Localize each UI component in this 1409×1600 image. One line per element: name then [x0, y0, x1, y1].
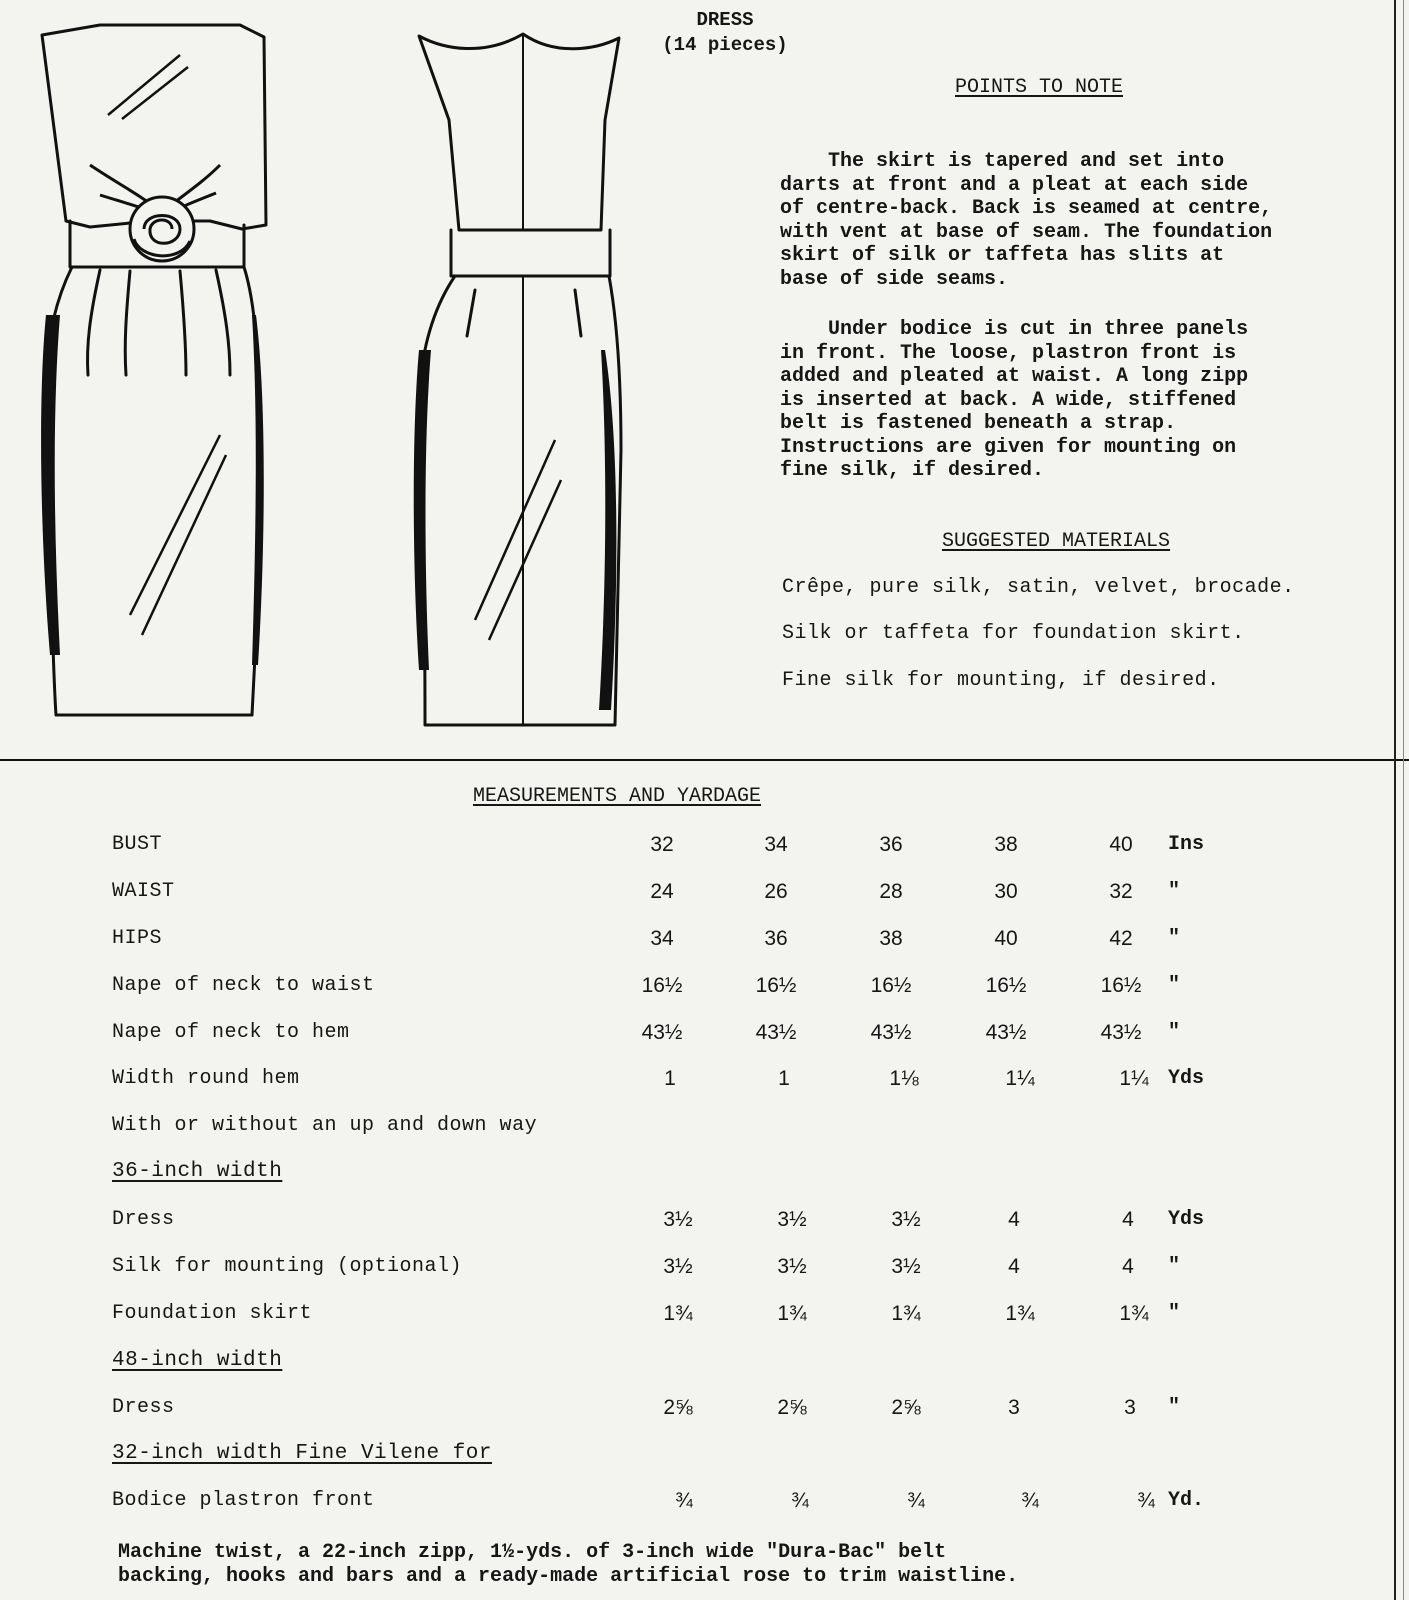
- row-label: Width round hem: [112, 1067, 300, 1090]
- size-value: 38: [994, 833, 1018, 856]
- size-value: 3½: [777, 1208, 807, 1231]
- size-value: 1¾: [663, 1302, 693, 1325]
- size-value: ¾: [791, 1489, 809, 1512]
- size-value: 3½: [891, 1255, 921, 1278]
- page-border: [1394, 0, 1396, 1600]
- unit: ": [1168, 974, 1181, 997]
- size-value: 1¾: [891, 1302, 921, 1325]
- row-label: Dress: [112, 1396, 175, 1419]
- size-value: 2⅝: [777, 1396, 807, 1419]
- size-value: 40: [1109, 833, 1133, 856]
- size-value: 1¾: [1119, 1302, 1149, 1325]
- rose-icon: [130, 197, 194, 261]
- size-value: 4: [1008, 1208, 1020, 1231]
- size-value: 36: [764, 927, 788, 950]
- size-value: 1: [778, 1067, 790, 1090]
- size-value: 32: [1109, 880, 1133, 903]
- material-item: Crêpe, pure silk, satin, velvet, brocade.: [782, 576, 1295, 599]
- size-value: 40: [994, 927, 1018, 950]
- points-to-note-paragraph-1: The skirt is tapered and set into darts at front and a pleat at each side of centre-back. Back is seamed at centre, with vent at base of seam. The foundation skirt of silk or taffeta has slits at base of side seams.: [780, 150, 1273, 291]
- unit: ": [1168, 1302, 1181, 1325]
- row-label: HIPS: [112, 927, 163, 950]
- row-label: BUST: [112, 833, 163, 856]
- notions-note: Machine twist, a 22-inch zipp, 1½-yds. of 3-inch wide "Dura-Bac" belt backing, hooks and bars and a ready-made artificial rose to trim waistline.: [118, 1541, 1019, 1588]
- unit: Yds: [1168, 1208, 1205, 1231]
- section-heading-36: 36-inch width: [112, 1160, 283, 1183]
- size-value: 1: [664, 1067, 676, 1090]
- dress-back-illustration: [405, 20, 645, 760]
- row-label: Foundation skirt: [112, 1302, 313, 1325]
- size-value: 3½: [777, 1255, 807, 1278]
- size-value: 28: [879, 880, 903, 903]
- size-value: 1¼: [1005, 1067, 1035, 1090]
- section-divider: [0, 759, 1409, 761]
- measurements-heading: MEASUREMENTS AND YARDAGE: [473, 785, 762, 808]
- size-value: 3: [1124, 1396, 1136, 1419]
- table-row: [0, 880, 1409, 910]
- material-item: Fine silk for mounting, if desired.: [782, 669, 1220, 692]
- table-row: [0, 1021, 1409, 1051]
- size-value: 4: [1122, 1255, 1134, 1278]
- unit: ": [1168, 927, 1181, 950]
- size-value: 3½: [663, 1208, 693, 1231]
- size-value: 42: [1109, 927, 1133, 950]
- table-row: [0, 1489, 1409, 1519]
- unit: ": [1168, 1255, 1181, 1278]
- size-value: ¾: [907, 1489, 925, 1512]
- size-value: 4: [1122, 1208, 1134, 1231]
- unit: Yd.: [1168, 1489, 1205, 1512]
- size-value: 2⅝: [663, 1396, 693, 1419]
- row-label: Nape of neck to hem: [112, 1021, 350, 1044]
- size-value: 34: [650, 927, 674, 950]
- size-value: 32: [650, 833, 674, 856]
- size-value: 3½: [663, 1255, 693, 1278]
- table-row: [0, 974, 1409, 1004]
- document-title: DRESS: [696, 9, 754, 31]
- size-value: ¾: [1021, 1489, 1039, 1512]
- section-heading-32: 32-inch width Fine Vilene for: [112, 1442, 492, 1465]
- page-edge: [1403, 0, 1404, 1600]
- row-label: Dress: [112, 1208, 175, 1231]
- table-row: [0, 1255, 1409, 1285]
- size-value: 1¼: [1119, 1067, 1149, 1090]
- size-value: 24: [650, 880, 674, 903]
- table-row: [0, 1302, 1409, 1332]
- table-row: [0, 1396, 1409, 1426]
- table-row: [0, 833, 1409, 863]
- size-value: 2⅝: [891, 1396, 921, 1419]
- points-to-note-heading: POINTS TO NOTE: [955, 76, 1124, 99]
- table-row: [0, 1114, 1409, 1144]
- row-label: Bodice plastron front: [112, 1489, 375, 1512]
- suggested-materials-heading: SUGGESTED MATERIALS: [942, 530, 1171, 553]
- row-label: Nape of neck to waist: [112, 974, 375, 997]
- unit: ": [1168, 1021, 1181, 1044]
- size-value: 43½: [985, 1021, 1027, 1044]
- table-row: [0, 1067, 1409, 1097]
- size-value: 16½: [1100, 974, 1142, 997]
- size-value: 34: [764, 833, 788, 856]
- size-value: 1¾: [1005, 1302, 1035, 1325]
- size-value: 43½: [1100, 1021, 1142, 1044]
- size-value: ¾: [1137, 1489, 1155, 1512]
- dress-front-illustration: [30, 15, 310, 755]
- size-value: 1¾: [777, 1302, 807, 1325]
- size-value: 16½: [755, 974, 797, 997]
- size-value: 3: [1008, 1396, 1020, 1419]
- size-value: 26: [764, 880, 788, 903]
- points-to-note-paragraph-2: Under bodice is cut in three panels in front. The loose, plastron front is added and pleated at waist. A long zipp is inserted at back. A wide, stiffened belt is fastened beneath a strap. Instructions are given for mounting on fine silk, if desired.: [780, 318, 1249, 482]
- size-value: 1⅛: [889, 1067, 919, 1090]
- size-value: 16½: [985, 974, 1027, 997]
- size-value: 30: [994, 880, 1018, 903]
- document-title-block: [640, 8, 810, 58]
- size-value: 16½: [641, 974, 683, 997]
- table-row: [0, 1208, 1409, 1238]
- material-item: Silk or taffeta for foundation skirt.: [782, 622, 1245, 645]
- size-value: 38: [879, 927, 903, 950]
- size-value: 16½: [870, 974, 912, 997]
- size-value: ¾: [675, 1489, 693, 1512]
- section-heading-48: 48-inch width: [112, 1349, 283, 1372]
- row-label: Silk for mounting (optional): [112, 1255, 463, 1278]
- table-row: [0, 927, 1409, 957]
- size-value: 36: [879, 833, 903, 856]
- row-label: WAIST: [112, 880, 175, 903]
- size-value: 3½: [891, 1208, 921, 1231]
- unit: Yds: [1168, 1067, 1205, 1090]
- size-value: 43½: [870, 1021, 912, 1044]
- unit: Ins: [1168, 833, 1205, 856]
- size-value: 4: [1008, 1255, 1020, 1278]
- size-value: 43½: [641, 1021, 683, 1044]
- row-label: With or without an up and down way: [112, 1114, 538, 1137]
- size-value: 43½: [755, 1021, 797, 1044]
- unit: ": [1168, 1396, 1181, 1419]
- unit: ": [1168, 880, 1181, 903]
- document-subtitle: (14 pieces): [662, 34, 788, 56]
